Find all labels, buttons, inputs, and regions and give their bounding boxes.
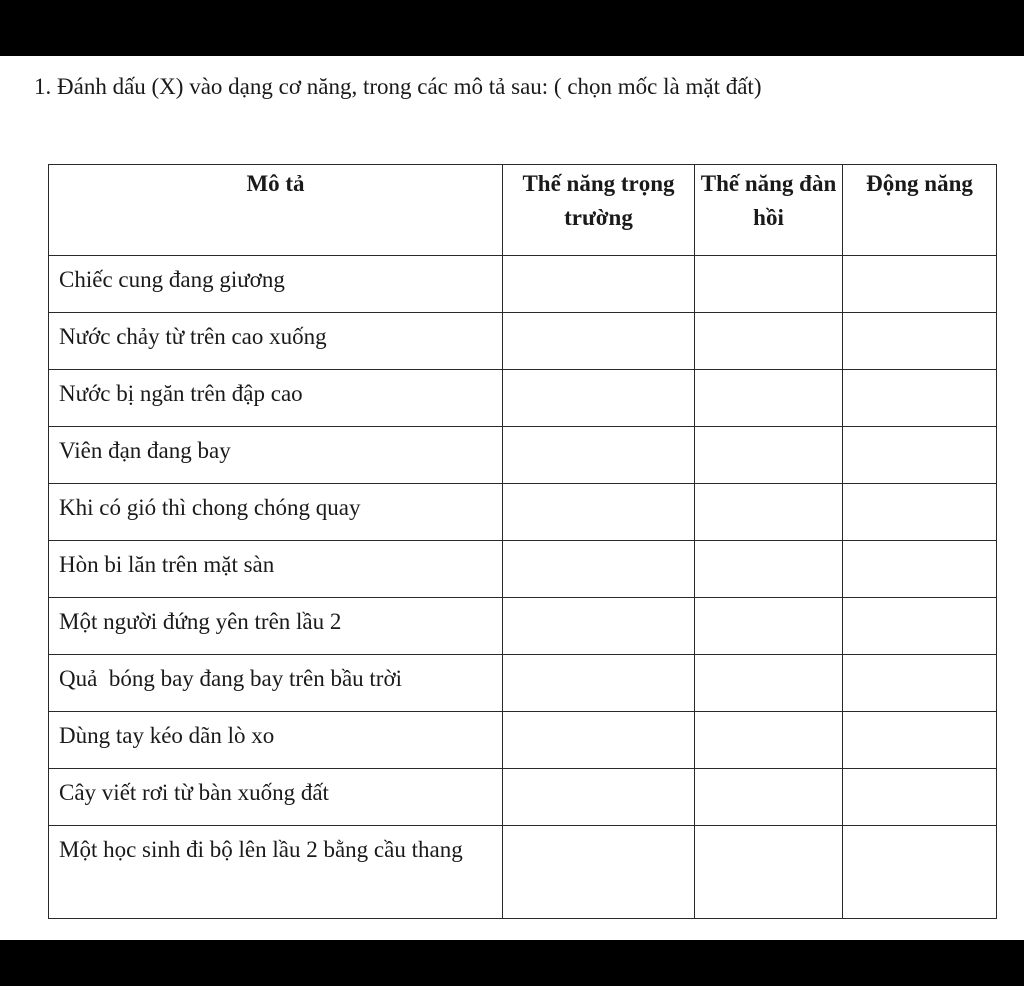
row-description: Một học sinh đi bộ lên lầu 2 bằng cầu thang <box>49 826 503 919</box>
mark-cell-elastic[interactable] <box>695 826 843 919</box>
mark-cell-kinetic[interactable] <box>843 313 997 370</box>
table-header-row <box>49 165 997 256</box>
row-description: Nước chảy từ trên cao xuống <box>49 313 503 370</box>
table-row <box>49 655 997 712</box>
mark-cell-kinetic[interactable] <box>843 598 997 655</box>
row-description: Dùng tay kéo dãn lò xo <box>49 712 503 769</box>
worksheet-page <box>0 56 1024 940</box>
table-row <box>49 541 997 598</box>
mark-cell-kinetic[interactable] <box>843 655 997 712</box>
header-description: Mô tả <box>49 165 503 256</box>
mark-cell-gravitational[interactable] <box>503 826 695 919</box>
mark-cell-elastic[interactable] <box>695 256 843 313</box>
mark-cell-elastic[interactable] <box>695 541 843 598</box>
row-description: Quả bóng bay đang bay trên bầu trời <box>49 655 503 712</box>
table-row <box>49 313 997 370</box>
mark-cell-kinetic[interactable] <box>843 826 997 919</box>
mark-cell-gravitational[interactable] <box>503 712 695 769</box>
row-description: Nước bị ngăn trên đập cao <box>49 370 503 427</box>
mark-cell-gravitational[interactable] <box>503 427 695 484</box>
table-row <box>49 484 997 541</box>
table-row <box>49 826 997 919</box>
mark-cell-gravitational[interactable] <box>503 484 695 541</box>
mark-cell-gravitational[interactable] <box>503 769 695 826</box>
mark-cell-gravitational[interactable] <box>503 655 695 712</box>
row-description: Khi có gió thì chong chóng quay <box>49 484 503 541</box>
mark-cell-kinetic[interactable] <box>843 370 997 427</box>
mark-cell-kinetic[interactable] <box>843 256 997 313</box>
mark-cell-gravitational[interactable] <box>503 541 695 598</box>
row-description: Một người đứng yên trên lầu 2 <box>49 598 503 655</box>
row-description: Chiếc cung đang giương <box>49 256 503 313</box>
question-text: 1. Đánh dấu (X) vào dạng cơ năng, trong các mô tả sau: ( chọn mốc là mặt đất) <box>34 74 762 99</box>
mark-cell-elastic[interactable] <box>695 427 843 484</box>
mark-cell-elastic[interactable] <box>695 655 843 712</box>
mark-cell-kinetic[interactable] <box>843 712 997 769</box>
mark-cell-elastic[interactable] <box>695 712 843 769</box>
header-gravitational-potential: Thế năng trọng trường <box>503 165 695 256</box>
table-row <box>49 427 997 484</box>
mark-cell-elastic[interactable] <box>695 484 843 541</box>
table-row <box>49 256 997 313</box>
header-kinetic: Động năng <box>843 165 997 256</box>
table-row <box>49 370 997 427</box>
mark-cell-kinetic[interactable] <box>843 427 997 484</box>
mark-cell-elastic[interactable] <box>695 313 843 370</box>
mark-cell-gravitational[interactable] <box>503 370 695 427</box>
row-description: Hòn bi lăn trên mặt sàn <box>49 541 503 598</box>
row-description: Viên đạn đang bay <box>49 427 503 484</box>
mark-cell-gravitational[interactable] <box>503 313 695 370</box>
table-row <box>49 712 997 769</box>
mark-cell-elastic[interactable] <box>695 370 843 427</box>
table-row <box>49 598 997 655</box>
mark-cell-gravitational[interactable] <box>503 256 695 313</box>
mark-cell-elastic[interactable] <box>695 769 843 826</box>
table-row <box>49 769 997 826</box>
energy-table <box>48 164 997 919</box>
mark-cell-kinetic[interactable] <box>843 541 997 598</box>
header-elastic-potential: Thế năng đàn hồi <box>695 165 843 256</box>
row-description: Cây viết rơi từ bàn xuống đất <box>49 769 503 826</box>
mark-cell-elastic[interactable] <box>695 598 843 655</box>
mark-cell-gravitational[interactable] <box>503 598 695 655</box>
mark-cell-kinetic[interactable] <box>843 769 997 826</box>
mark-cell-kinetic[interactable] <box>843 484 997 541</box>
